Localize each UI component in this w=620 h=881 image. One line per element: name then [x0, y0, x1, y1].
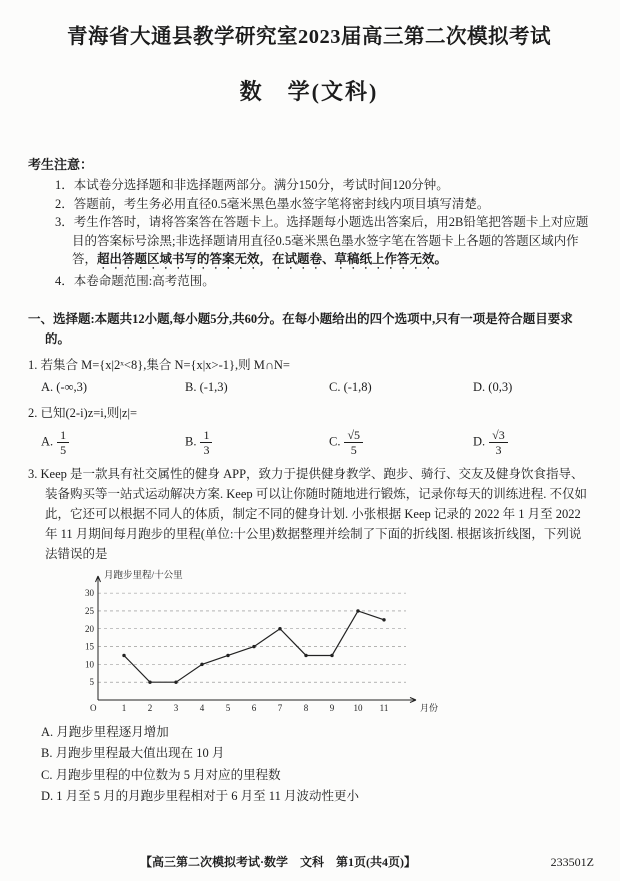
- y-tick-label: 20: [85, 623, 94, 634]
- exam-title: 青海省大通县教学研究室2023届高三第二次模拟考试: [67, 26, 551, 48]
- x-tick-label: 4: [199, 702, 205, 713]
- data-point: [304, 653, 307, 656]
- footer-text: 【高三第二次模拟考试·数学 文科 第1页(共4页)】: [140, 855, 416, 869]
- question-1: [28, 355, 590, 397]
- y-tick-label: 5: [89, 676, 94, 687]
- data-point: [200, 662, 203, 665]
- fraction: $\frac{√3}{3}$: [489, 429, 508, 456]
- q2-option-d: D. $\frac{√3}{3}$: [473, 429, 508, 456]
- x-tick-label: 8: [303, 702, 309, 713]
- notice-heading: 考生注意：: [28, 157, 94, 172]
- origin-label: O: [90, 702, 97, 713]
- run-mileage-chart: [64, 568, 590, 720]
- q2-option-a: A. $\frac{1}{5}$: [41, 429, 185, 456]
- data-point: [330, 653, 333, 656]
- page-footer: [0, 853, 620, 872]
- data-point: [174, 680, 177, 683]
- q2-option-c: C. $\frac{√5}{5}$: [329, 429, 473, 456]
- x-axis-title: 月份: [420, 702, 439, 713]
- q2-stem: 2. 已知(2-i)z=i,则|z|=: [28, 405, 138, 420]
- q1-options: [28, 378, 590, 397]
- fraction: $\frac{1}{5}$: [57, 429, 69, 456]
- x-tick-label: 2: [147, 702, 153, 713]
- q1-stem: 1. 若集合 M={x|2ˣ<8},集合 N={x|x>-1},则 M∩N=: [28, 357, 290, 372]
- q3-stem: 3. Keep 是一款具有社交属性的健身 APP，致力于提供健身教学、跑步、骑行、交友及健身饮食指导、装备购买等一站式运动解决方案. Keep 可以让你随时随地进行锻炼，记录你每天的训练进程. 不仅如此，它还可以根据不同人的体质，制定不同的健身计划. 小张根据 Keep 记录的 2022 年 1 月至 2022 年 11 月期间每月跑步的里程(单位:十公里)数据整理并绘制了下面的折线图. 根据该折线图，下列说法错误的是: [28, 466, 588, 561]
- notice-item-3-emphasis: 超出答题区域书写的答案无效，在试题卷、草稿纸上作答无效。: [97, 252, 448, 266]
- notice-item-2: 2．答题前，考生务必用直径0.5毫米黑色墨水签字笔将密封线内项目填写清楚。: [55, 196, 490, 211]
- x-tick-label: 6: [251, 702, 257, 713]
- data-point: [226, 653, 229, 656]
- x-tick-label: 11: [379, 702, 389, 713]
- fraction: $\frac{√5}{5}$: [344, 429, 363, 456]
- y-tick-label: 30: [85, 587, 94, 598]
- y-tick-label: 25: [85, 605, 94, 616]
- q3-option-a: A. 月跑步里程逐月增加: [41, 724, 169, 739]
- q3-options: [28, 722, 590, 808]
- notice-item-4: 4．本卷命题范围:高考范围。: [55, 274, 215, 288]
- q3-option-d: D. 1 月至 5 月的月跑步里程相对于 6 月至 11 月波动性更小: [41, 789, 359, 803]
- q2-options: [28, 429, 590, 456]
- footer-code: 233501Z: [550, 855, 594, 869]
- data-point: [382, 618, 385, 621]
- question-2: [28, 403, 590, 456]
- q3-option-b: B. 月跑步里程最大值出现在 10 月: [41, 746, 225, 760]
- question-3: [28, 464, 590, 808]
- q1-option-c: C. (-1,8): [329, 379, 372, 394]
- section-1-heading: 一、选择题:本题共12小题,每小题5分,共60分。在每小题给出的四个选项中,只有一项是符合题目要求的。: [28, 311, 573, 346]
- exam-subject: 数 学(文科): [239, 79, 379, 104]
- data-point: [122, 653, 125, 656]
- y-tick-label: 15: [85, 641, 94, 652]
- y-tick-label: 10: [85, 658, 94, 669]
- notice-item-3: [28, 213, 590, 272]
- chart-title: 月跑步里程/十公里: [104, 570, 183, 581]
- x-tick-label: 3: [173, 702, 179, 713]
- line-chart-svg: [64, 568, 444, 720]
- q1-option-d: D. (0,3): [473, 379, 513, 394]
- notice-item-3-text: 3．考生作答时，请将答案答在答题卡上。选择题每小题选出答案后，用2B铅笔把答题卡上对应题目的答案标号涂黑;非选择题请用直径0.5毫米黑色墨水签字笔在答题卡上各题的答题区域内作答，: [55, 215, 589, 266]
- data-point: [356, 609, 359, 612]
- notice-section: [28, 155, 590, 291]
- data-point: [252, 644, 255, 647]
- data-point: [278, 627, 281, 630]
- q2-option-b: B. $\frac{1}{3}$: [185, 429, 329, 456]
- x-tick-label: 1: [121, 702, 127, 713]
- q1-option-a: A. (-∞,3): [41, 379, 88, 394]
- q3-option-c: C. 月跑步里程的中位数为 5 月对应的里程数: [41, 767, 281, 782]
- x-tick-label: 7: [277, 702, 283, 713]
- data-point: [148, 680, 151, 683]
- notice-item-1: 1．本试卷分选择题和非选择题两部分。满分150分，考试时间120分钟。: [55, 178, 449, 192]
- x-tick-label: 10: [353, 702, 363, 713]
- q1-option-b: B. (-1,3): [185, 379, 228, 394]
- x-tick-label: 5: [225, 702, 231, 713]
- fraction: $\frac{1}{3}$: [200, 429, 212, 456]
- x-tick-label: 9: [329, 702, 335, 713]
